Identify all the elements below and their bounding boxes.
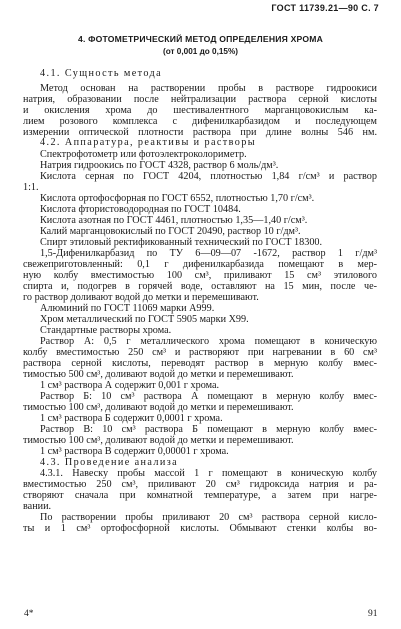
- text-line: 4.3. Проведение анализа: [40, 457, 179, 468]
- text-line: 1 см³ раствора А содержит 0,001 г хрома.: [40, 380, 220, 391]
- text-line: 4.1. Сущность метода: [40, 68, 163, 79]
- text-line: Натрия гидроокись по ГОСТ 4328, раствор 6 моль/дм³.: [40, 160, 279, 171]
- text-line: Стандартные растворы хрома.: [40, 325, 172, 336]
- page-header: ГОСТ 11739.21—90 С. 7: [271, 3, 379, 13]
- text-line: вании.: [23, 501, 52, 512]
- text-line: тимостью 500 см³, доливают водой до метки и перемешивают.: [23, 369, 294, 380]
- text-line: Калий марганцовокислый по ГОСТ 20490, раствор 10 г/дм³.: [40, 226, 301, 237]
- text-line: Раствор В: 10 см³ раствора Б помещают в мерную колбу вмес-: [40, 424, 377, 435]
- text-line: Спектрофотометр или фотоэлектроколориметр.: [40, 149, 247, 160]
- text-line: Кислота ортофосфорная по ГОСТ 6552, плотностью 1,70 г/см³.: [40, 193, 315, 204]
- text-line: измерении оптической плотности раствора при длине волны 546 нм.: [23, 127, 377, 138]
- text-line: Метод основан на растворении пробы в растворе гидроокиси: [40, 83, 377, 94]
- text-line: Кислота азотная по ГОСТ 4461, плотностью 1,35—1,40 г/см³.: [40, 215, 308, 226]
- text-line: По растворении пробы приливают 20 см³ раствора серной кисло-: [40, 512, 377, 523]
- text-line: лием розового комплекса с дифенилкарбазидом и последующем: [23, 116, 377, 127]
- section-subtitle: (от 0,001 до 0,15%): [163, 47, 238, 56]
- text-line: тимостью 100 см³, доливают водой до метки и перемешивают.: [23, 402, 294, 413]
- text-line: натрия, образовании после нейтрализации раствора серной кислоты: [23, 94, 377, 105]
- text-line: Кислота серная по ГОСТ 4204, плотностью 1,84 г/см³ и раствор: [40, 171, 377, 182]
- text-line: ную колбу вместимостью 100 см³, приливают 15 см³ этилового: [23, 270, 377, 281]
- text-line: раствора серной кислоты, переводят раствор в мерную колбу вмес-: [23, 358, 377, 369]
- footer-left: 4*: [24, 609, 34, 619]
- text-line: вместимостью 250 см³, приливают 20 см³ гидроксида натрия и ра-: [23, 479, 377, 490]
- text-line: Хром металлический по ГОСТ 5905 марки Х99.: [40, 314, 249, 325]
- text-line: Спирт этиловый ректификованный технический по ГОСТ 18300.: [40, 237, 323, 248]
- text-line: Кислота фтористоводородная по ГОСТ 10484.: [40, 204, 241, 215]
- text-line: тимостью 100 см³, доливают водой до метки и перемешивают.: [23, 435, 294, 446]
- text-line: ты и 1 см³ ортофосфорной кислоты. Обмывают стенки колбы во-: [23, 523, 377, 534]
- text-line: 1:1.: [23, 182, 39, 193]
- text-line: 4.3.1. Навеску пробы массой 1 г помещают в коническую колбу: [40, 468, 377, 479]
- text-line: свежеприготовленный: 0,1 г дифенилкарбазида помещают в мер-: [23, 259, 377, 270]
- text-line: колбу вместимостью 250 см³ и растворяют при нагревании в 60 см³: [23, 347, 377, 358]
- page-number: 91: [368, 609, 378, 619]
- text-line: 1,5-Дифенилкарбазид по ТУ 6—09—07 -1672, раствор 1 г/дм³: [40, 248, 377, 259]
- text-line: 4.2. Аппаратура, реактивы и растворы: [40, 137, 257, 148]
- text-line: Раствор Б: 10 см³ раствора А помещают в мерную колбу вмес-: [40, 391, 377, 402]
- text-line: го раствор доливают водой до метки и перемешивают.: [23, 292, 259, 303]
- text-line: и окисления хрома до шестивалентного марганцовокислым ка-: [23, 105, 377, 116]
- text-line: створяют сначала при комнатной температуре, а затем при нагре-: [23, 490, 377, 501]
- text-line: 1 см³ раствора Б содержит 0,0001 г хрома.: [40, 413, 223, 424]
- section-title: 4. ФОТОМЕТРИЧЕСКИЙ МЕТОД ОПРЕДЕЛЕНИЯ ХРОМА: [77, 34, 323, 44]
- text-line: Раствор А: 0,5 г металлического хрома помещают в коническую: [40, 336, 377, 347]
- text-line: Алюминий по ГОСТ 11069 марки А999.: [40, 303, 215, 314]
- text-line: 1 см³ раствора В содержит 0,00001 г хрома.: [40, 446, 229, 457]
- text-line: спирта и, подогрев в горячей воде, оставляют на 15 мин, после че-: [23, 281, 377, 292]
